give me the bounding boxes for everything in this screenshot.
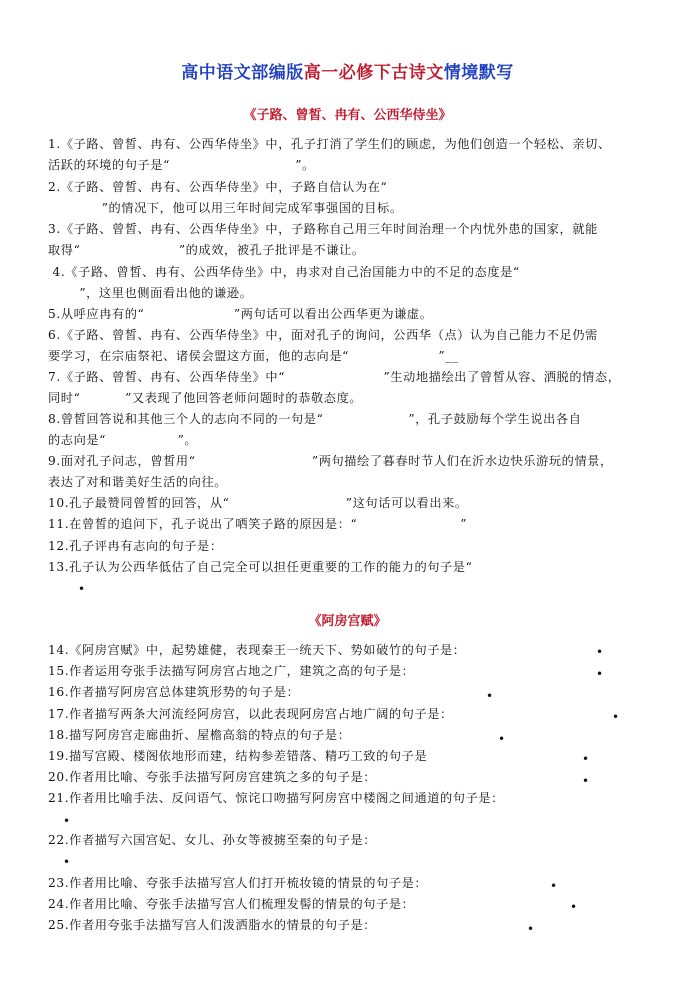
- question-line: 16.作者描写阿房宫总体建筑形势的句子是：: [48, 685, 300, 699]
- bullet-mark: •: [78, 582, 86, 596]
- bullet-mark: •: [527, 922, 535, 936]
- question-line: 12.孔子评冉有志向的句子是：: [48, 539, 223, 553]
- document-title: [0, 58, 695, 83]
- question-line: 同时“ ”又表现了他回答老师问题时的恭敬态度。: [48, 391, 363, 405]
- bullet-mark: •: [498, 732, 506, 746]
- bullet-mark: •: [63, 814, 71, 828]
- question-line: 25.作者用夸张手法描写宫人们泼洒脂水的情景的句子是：: [48, 918, 377, 932]
- question-line: 17.作者描写两条大河流经阿房宫，以此表现阿房宫占地广阔的句子是：: [48, 707, 453, 721]
- bullet-mark: •: [612, 710, 620, 724]
- question-line: 表达了对和谐美好生活的向往。: [48, 475, 228, 489]
- title-part-2: 高一必修下古诗文: [303, 63, 444, 83]
- question-line: 的志向是“ ”。: [48, 433, 198, 447]
- question-line: 6.《子路、曾皙、冉有、公西华侍坐》中，面对孔子的询问，公西华（点）认为自己能力不足仍需: [48, 328, 598, 342]
- bullet-mark: •: [63, 855, 71, 869]
- section-heading-afanggong: 《阿房宫赋》: [308, 614, 387, 629]
- bullet-mark: •: [596, 645, 604, 659]
- bullet-mark: •: [582, 774, 590, 788]
- question-line: 10.孔子最赞同曾皙的回答，从“ ”这句话可以看出来。: [48, 496, 468, 510]
- title-part-1: 高中语文部编版: [181, 63, 304, 83]
- question-line: 20.作者用比喻、夸张手法描写阿房宫建筑之多的句子是：: [48, 770, 377, 784]
- question-line: 4.《子路、曾皙、冉有、公西华侍坐》中，冉求对自己治国能力中的不足的态度是“: [48, 265, 520, 279]
- bullet-mark: •: [550, 879, 558, 893]
- bullet-mark: •: [570, 900, 578, 914]
- bullet-mark: •: [486, 689, 494, 703]
- question-line: ”的情况下，他可以用三年时间完成军事强国的目标。: [48, 201, 403, 215]
- title-part-3: 情境默写: [443, 63, 514, 83]
- question-line: 19.描写宫殿、楼阁依地形而建，结构参差错落、精巧工致的句子是: [48, 749, 428, 763]
- question-line: 2.《子路、曾皙、冉有、公西华侍坐》中，子路自信认为在“: [48, 180, 388, 194]
- question-line: 23.作者用比喻、夸张手法描写宫人们打开梳妆镜的情景的句子是：: [48, 876, 428, 890]
- question-line: 24.作者用比喻、夸张手法描写宫人们梳理发髻的情景的句子是：: [48, 897, 415, 911]
- question-line: 8.曾皙回答说和其他三个人的志向不同的一句是“ ”，孔子鼓励每个学生说出各自: [48, 412, 582, 426]
- question-line: 3.《子路、曾皙、冉有、公西华侍坐》中，子路称自己用三年时间治理一个内忧外患的国家，就能: [48, 222, 598, 236]
- question-line: 14.《阿房宫赋》中，起势雄健，表现秦王一统天下、势如破竹的句子是：: [48, 643, 466, 657]
- section-heading-zilu: 《子路、曾皙、冉有、公西华侍坐》: [243, 108, 452, 123]
- question-line: 1.《子路、曾皙、冉有、公西华侍坐》中，孔子打消了学生们的顾虑，为他们创造一个轻松、亲切、: [48, 137, 611, 151]
- question-line: 取得“ ”的成效，被孔子批评是不谦让。: [48, 243, 365, 257]
- question-line: 22.作者描写六国宫妃、女儿、孙女等被掳至秦的句子是：: [48, 833, 377, 847]
- bullet-mark: •: [582, 752, 590, 766]
- question-line: 要学习，在宗庙祭祀、诸侯会盟这方面，他的志向是“ ”__: [48, 349, 459, 363]
- question-line: 18.描写阿房宫走廊曲折、屋檐高翁的特点的句子是：: [48, 728, 351, 742]
- question-line: 7.《子路、曾皙、冉有、公西华侍坐》中“ ”生动地描绘出了曾皙从容、洒脱的情态，: [48, 370, 621, 384]
- bullet-mark: •: [596, 667, 604, 681]
- question-line: 11.在曾皙的追问下，孔子说出了哂笑子路的原因是：“ ”: [48, 517, 468, 531]
- question-line: 9.面对孔子问志，曾皙用“ ”两句描绘了暮春时节人们在沂水边快乐游玩的情景，: [48, 454, 613, 468]
- question-line: 活跃的环境的句子是“ ”。: [48, 158, 315, 172]
- question-line: 5.从呼应冉有的“ ”两句话可以看出公西华更为谦虚。: [48, 307, 433, 321]
- question-line: 13.孔子认为公西华低估了自己完全可以担任更重要的工作的能力的句子是“: [48, 560, 473, 574]
- question-line: 21.作者用比喻手法、反问语气、惊诧口吻描写阿房宫中楼阁之间通道的句子是：: [48, 791, 504, 805]
- question-line: 15.作者运用夸张手法描写阿房宫占地之广，建筑之高的句子是：: [48, 664, 415, 678]
- question-line: ”，这里也侧面看出他的谦逊。: [48, 286, 253, 300]
